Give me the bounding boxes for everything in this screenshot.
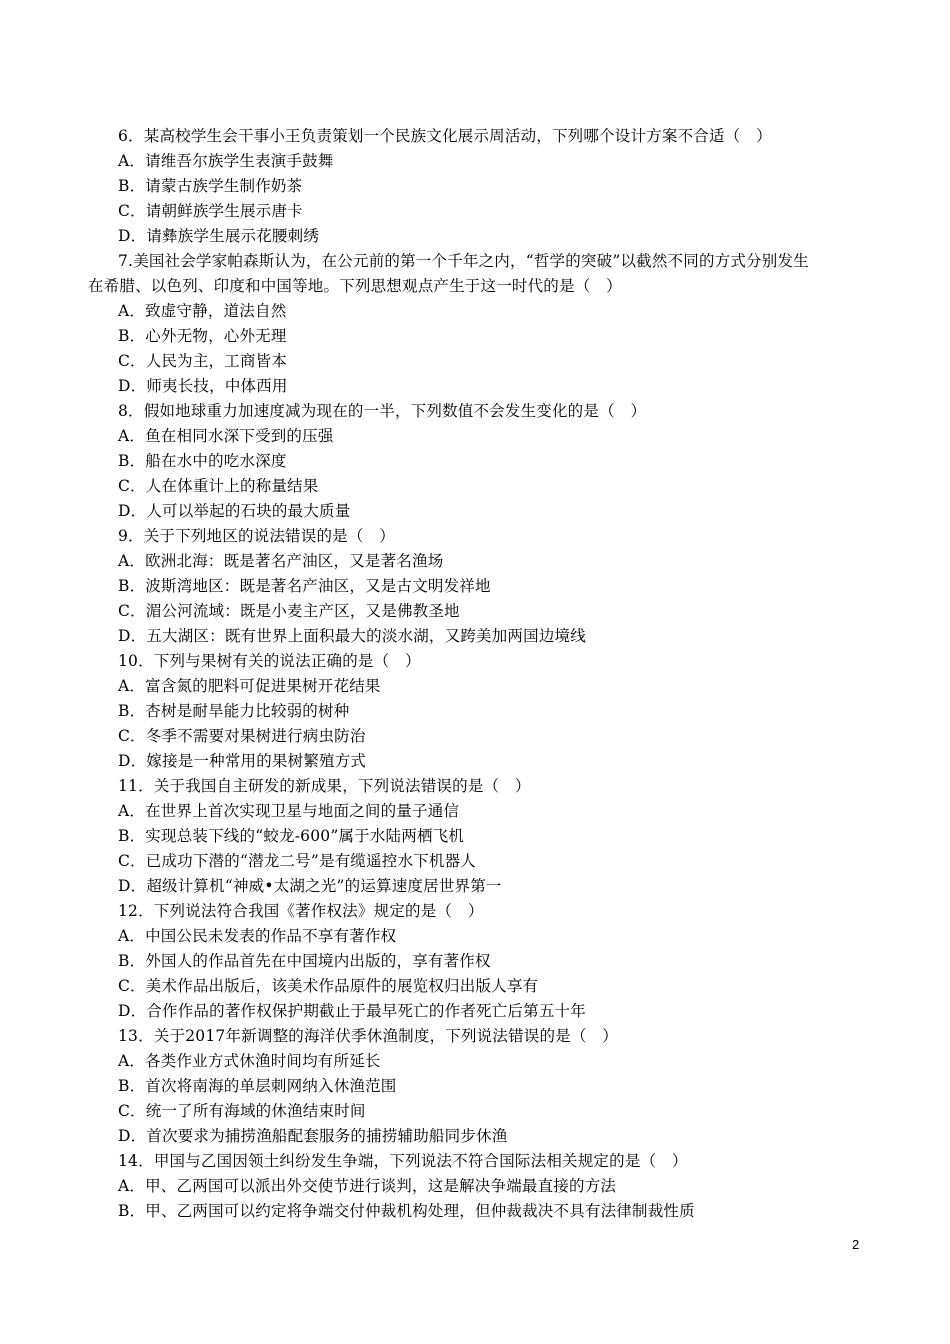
- question-stem-continued: 在希腊、以色列、印度和中国等地。下列思想观点产生于这一时代的是（ ）: [88, 277, 622, 295]
- option-c: C．统一了所有海域的休渔结束时间: [118, 1102, 366, 1120]
- option-d: D．嫁接是一种常用的果树繁殖方式: [118, 752, 367, 770]
- option-b: B．首次将南海的单层刺网纳入休渔范围: [118, 1077, 397, 1095]
- question-stem: 9．关于下列地区的说法错误的是（ ）: [118, 527, 395, 545]
- option-a: A．请维吾尔族学生表演手鼓舞: [118, 152, 334, 170]
- option-a: A．致虚守静，道法自然: [118, 302, 287, 320]
- question-stem: 11．关于我国自主研发的新成果，下列说法错误的是（ ）: [118, 777, 531, 795]
- question-stem: 8．假如地球重力加速度减为现在的一半，下列数值不会发生变化的是（ ）: [118, 402, 647, 420]
- option-d: D．首次要求为捕捞渔船配套服务的捕捞辅助船同步休渔: [118, 1127, 508, 1145]
- question-stem: 10．下列与果树有关的说法正确的是（ ）: [118, 652, 421, 670]
- option-c: C．冬季不需要对果树进行病虫防治: [118, 727, 366, 745]
- option-c: C．人在体重计上的称量结果: [118, 477, 319, 495]
- option-b: B．外国人的作品首先在中国境内出版的，享有著作权: [118, 952, 491, 970]
- option-c: C．已成功下潜的“潜龙二号”是有缆遥控水下机器人: [118, 852, 477, 870]
- option-c: C．美术作品出版后，该美术作品原件的展览权归出版人享有: [118, 977, 539, 995]
- option-a: A．富含氮的肥料可促进果树开花结果: [118, 677, 381, 695]
- option-a: A．中国公民未发表的作品不享有著作权: [118, 927, 397, 945]
- option-a: A．欧洲北海：既是著名产油区，又是著名渔场: [118, 552, 444, 570]
- option-c: C．请朝鲜族学生展示唐卡: [118, 202, 303, 220]
- option-b: B．波斯湾地区：既是著名产油区，又是古文明发祥地: [118, 577, 491, 595]
- option-b: B．甲、乙两国可以约定将争端交付仲裁机构处理，但仲裁裁决不具有法律制裁性质: [118, 1202, 695, 1220]
- option-b: B．心外无物，心外无理: [118, 327, 287, 345]
- option-a: A．鱼在相同水深下受到的压强: [118, 427, 334, 445]
- option-d: D．请彝族学生展示花腰刺绣: [118, 227, 320, 245]
- option-a: A．各类作业方式休渔时间均有所延长: [118, 1052, 381, 1070]
- option-d: D．五大湖区：既有世界上面积最大的淡水湖，又跨美加两国边境线: [118, 627, 586, 645]
- option-b: B．实现总装下线的“蛟龙-600”属于水陆两栖飞机: [118, 827, 465, 845]
- option-b: B．杏树是耐旱能力比较弱的树种: [118, 702, 350, 720]
- page-number: 2: [852, 1237, 860, 1252]
- option-d: D．超级计算机“神威•太湖之光”的运算速度居世界第一: [118, 877, 502, 895]
- question-stem: 7.美国社会学家帕森斯认为，在公元前的第一个千年之内，“哲学的突破”以截然不同的方式分别发生: [118, 252, 809, 270]
- option-c: C．湄公河流域：既是小麦主产区，又是佛教圣地: [118, 602, 460, 620]
- option-b: B．船在水中的吃水深度: [118, 452, 287, 470]
- option-b: B．请蒙古族学生制作奶茶: [118, 177, 303, 195]
- question-stem: 13．关于2017年新调整的海洋伏季休渔制度，下列说法错误的是（ ）: [118, 1027, 618, 1045]
- option-c: C．人民为主，工商皆本: [118, 352, 288, 370]
- option-d: D．师夷长技，中体西用: [118, 377, 288, 395]
- question-stem: 12．下列说法符合我国《著作权法》规定的是（ ）: [118, 902, 484, 920]
- option-a: A．在世界上首次实现卫星与地面之间的量子通信: [118, 802, 460, 820]
- option-a: A．甲、乙两国可以派出外交使节进行谈判，这是解决争端最直接的方法: [118, 1177, 617, 1195]
- option-d: D．人可以举起的石块的最大质量: [118, 502, 351, 520]
- option-d: D．合作作品的著作权保护期截止于最早死亡的作者死亡后第五十年: [118, 1002, 586, 1020]
- question-stem: 14．甲国与乙国因领土纠纷发生争端，下列说法不符合国际法相关规定的是（ ）: [118, 1152, 688, 1170]
- question-stem: 6．某高校学生会干事小王负责策划一个民族文化展示周活动，下列哪个设计方案不合适（ ）: [118, 127, 772, 145]
